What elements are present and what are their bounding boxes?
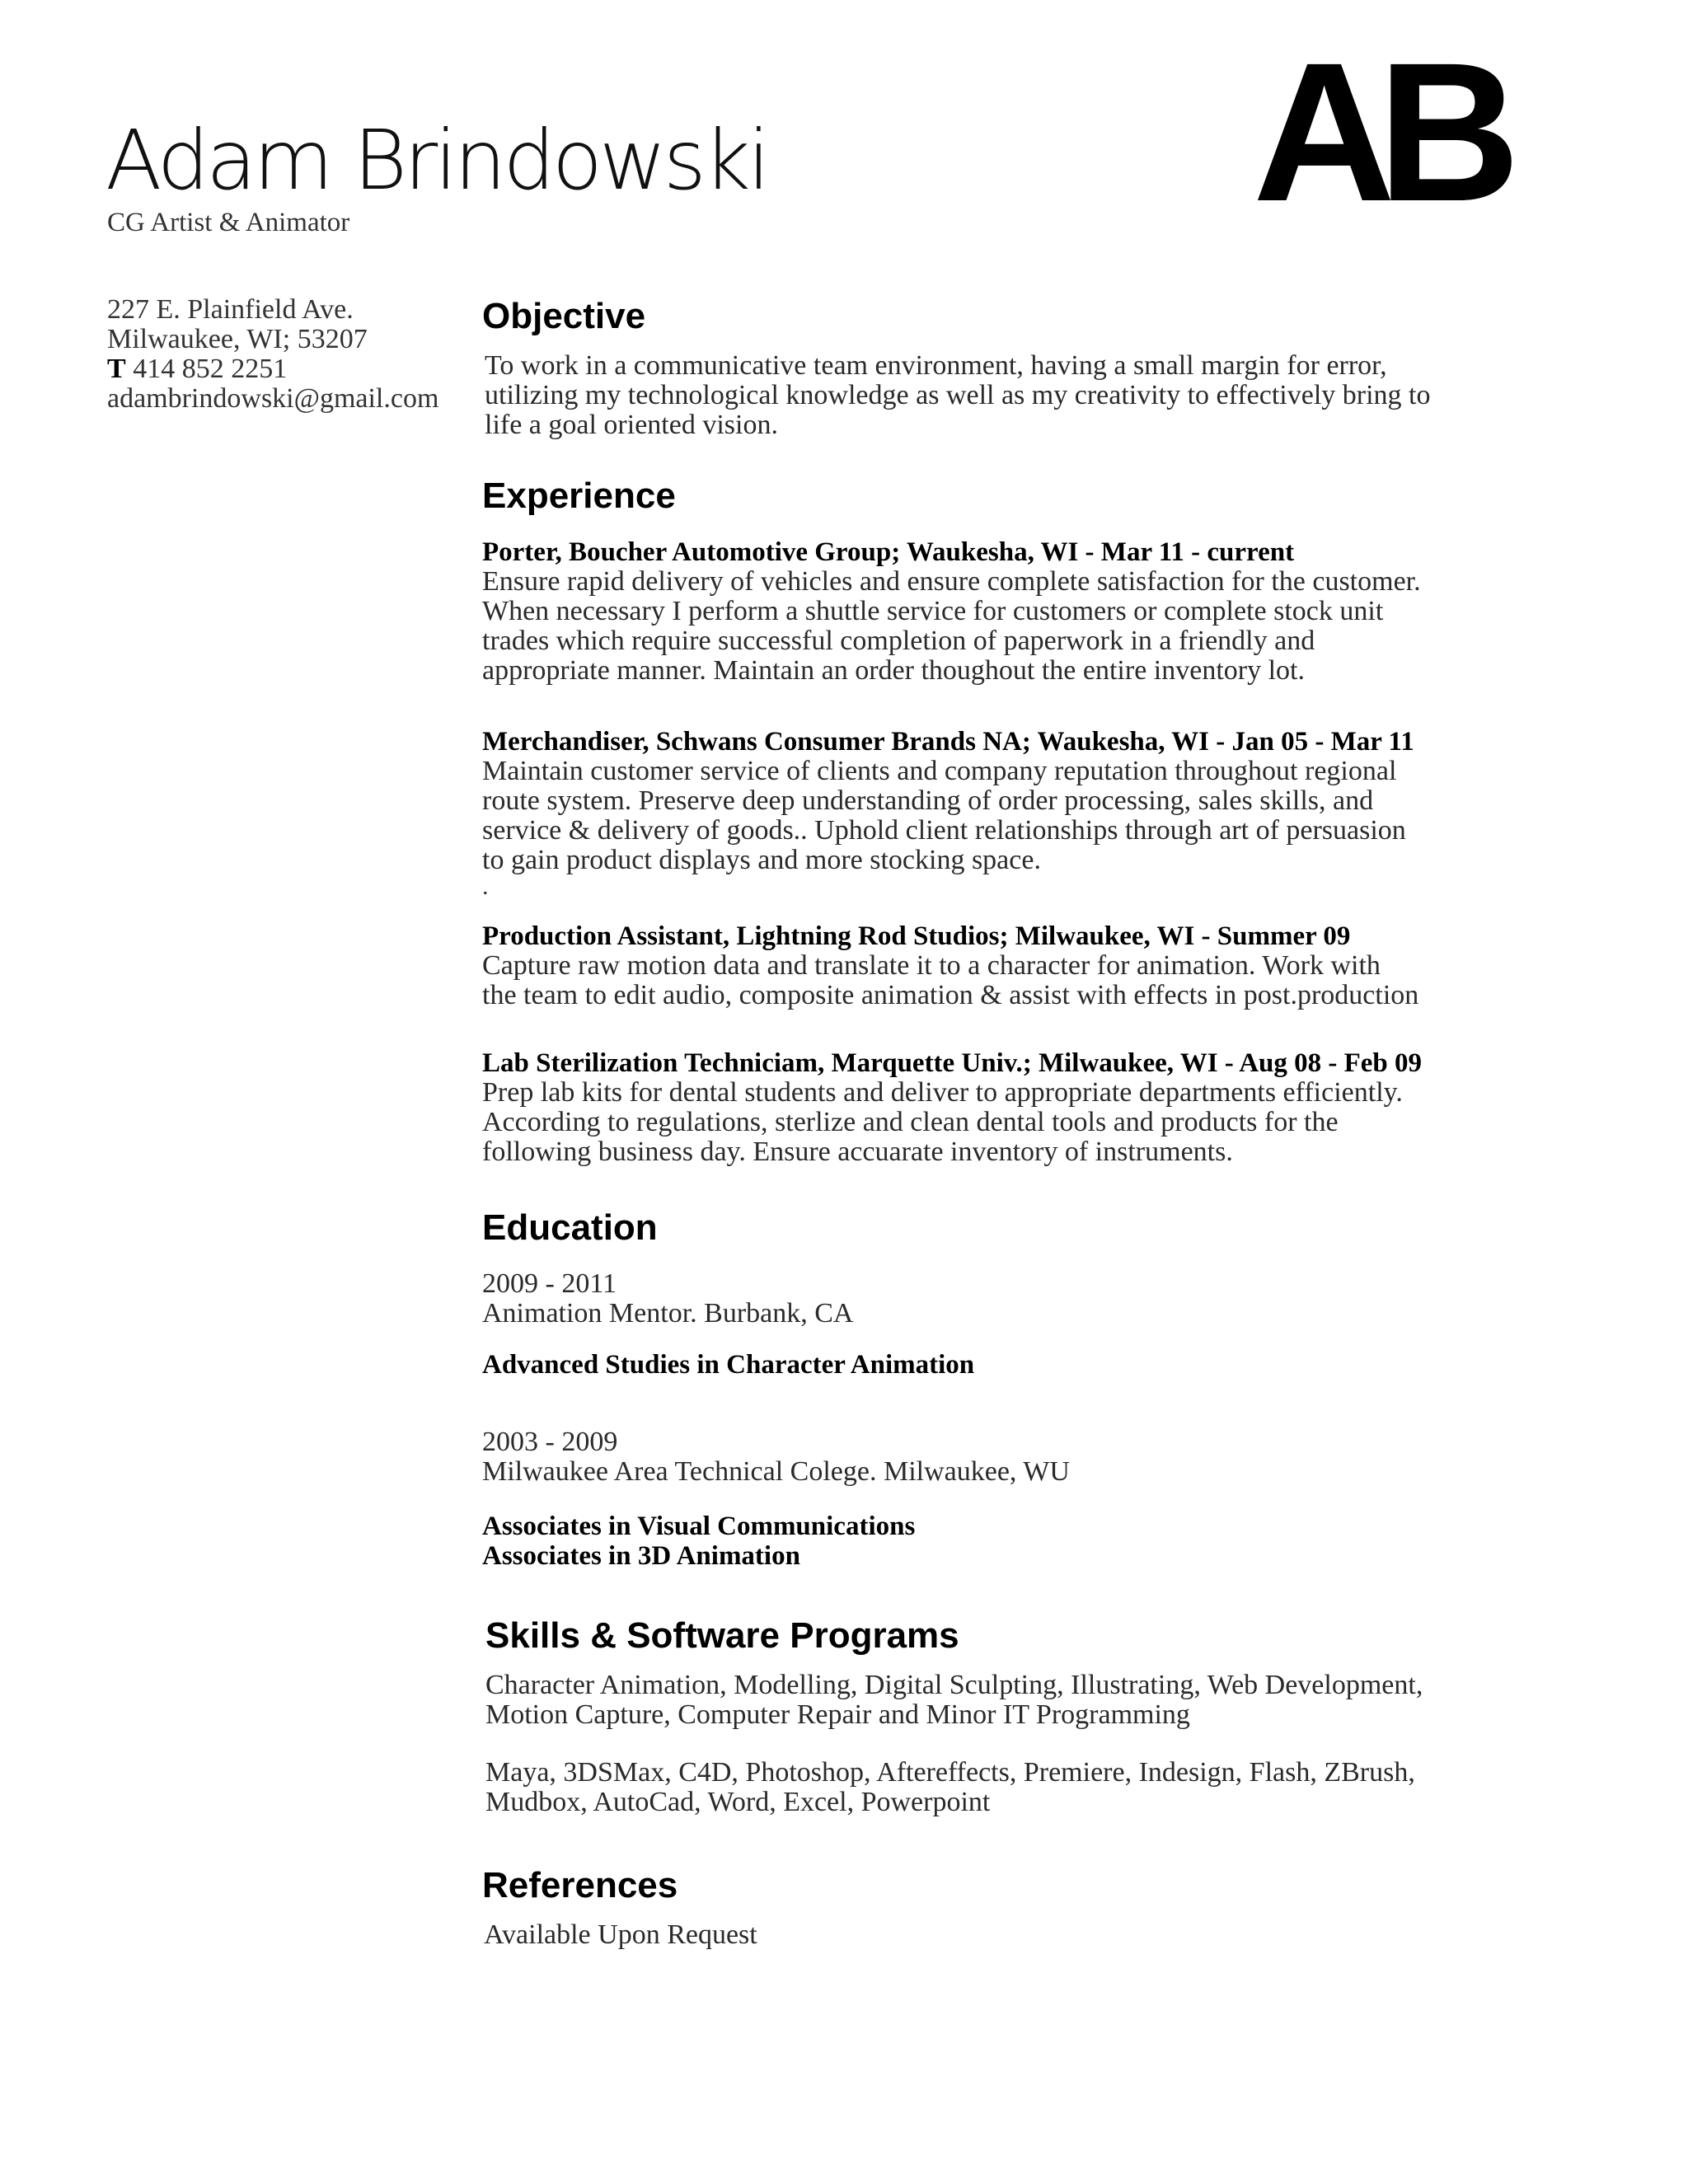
- job-title: Porter, Boucher Automotive Group; Waukesha, WI - Mar 11 - current: [482, 537, 1295, 567]
- contact-street: 227 E. Plainfield Ave.: [107, 294, 354, 325]
- objective-line: utilizing my technological knowledge as well as my creativity to effectively bring to: [485, 380, 1431, 410]
- education-degree: Advanced Studies in Character Animation: [482, 1350, 975, 1380]
- job-line: appropriate manner. Maintain an order thoughout the entire inventory lot.: [482, 655, 1305, 686]
- job-line: to gain product displays and more stocking space.: [482, 845, 1041, 875]
- monogram-logo: AB: [1253, 21, 1503, 242]
- contact-block: [107, 295, 470, 414]
- education-degree: Associates in Visual Communications: [482, 1511, 916, 1541]
- phone-number: 414 852 2251: [125, 354, 288, 384]
- job-trailer: .: [482, 873, 489, 900]
- education-years: 2003 - 2009: [482, 1427, 618, 1457]
- contact-phone: [107, 354, 470, 384]
- objective-title: Objective: [482, 296, 646, 336]
- skills-line: Motion Capture, Computer Repair and Minor IT Programming: [485, 1699, 1190, 1730]
- objective-line: To work in a communicative team environment, having a small margin for error,: [485, 350, 1387, 381]
- experience-title: Experience: [482, 476, 676, 516]
- education-degree: Associates in 3D Animation: [482, 1541, 800, 1571]
- job-line: the team to edit audio, composite animation & assist with effects in post.production: [482, 980, 1419, 1010]
- software-line: Maya, 3DSMax, C4D, Photoshop, Aftereffects, Premiere, Indesign, Flash, ZBrush,: [485, 1757, 1415, 1788]
- job-title: Merchandiser, Schwans Consumer Brands NA; Waukesha, WI - Jan 05 - Mar 11: [482, 727, 1414, 757]
- job-line: Maintain customer service of clients and company reputation throughout regional: [482, 756, 1397, 786]
- education-school: Milwaukee Area Technical Colege. Milwaukee, WU: [482, 1456, 1070, 1487]
- job-entry: [482, 727, 1496, 898]
- job-line: Capture raw motion data and translate it to a character for animation. Work with: [482, 950, 1381, 981]
- contact-email: adambrindowski@gmail.com: [107, 383, 439, 414]
- job-line: service & delivery of goods.. Uphold client relationships through art of persuasion: [482, 815, 1406, 846]
- job-line: Ensure rapid delivery of vehicles and ensure complete satisfaction for the customer.: [482, 566, 1421, 597]
- objective-section: [482, 295, 1496, 440]
- skills-section: [485, 1615, 1499, 1817]
- contact-city: Milwaukee, WI; 53207: [107, 324, 368, 354]
- candidate-subtitle: CG Artist & Animator: [107, 208, 350, 237]
- education-section: [482, 1207, 1496, 1248]
- education-years: 2009 - 2011: [482, 1268, 617, 1299]
- job-line: Prep lab kits for dental students and deliver to appropriate departments efficiently.: [482, 1077, 1403, 1108]
- job-line: When necessary I perform a shuttle service for customers or complete stock unit: [482, 596, 1384, 626]
- experience-section: [482, 478, 1496, 514]
- skills-title: Skills & Software Programs: [485, 1615, 959, 1656]
- references-section: [482, 1865, 1496, 1950]
- skills-line: Character Animation, Modelling, Digital Sculpting, Illustrating, Web Development,: [485, 1670, 1423, 1700]
- software-line: Mudbox, AutoCad, Word, Excel, Powerpoint: [485, 1787, 991, 1817]
- job-line: route system. Preserve deep understanding of order processing, sales skills, and: [482, 785, 1374, 816]
- job-entry: [482, 921, 1496, 1010]
- objective-line: life a goal oriented vision.: [485, 410, 778, 440]
- candidate-name: Adam Brindowski: [106, 112, 767, 209]
- references-text: Available Upon Request: [484, 1919, 757, 1950]
- education-title: Education: [482, 1207, 658, 1248]
- phone-label: T: [107, 354, 126, 384]
- education-school: Animation Mentor. Burbank, CA: [482, 1298, 854, 1329]
- education-entry: [482, 1269, 1496, 1380]
- job-entry: [482, 1048, 1496, 1167]
- job-title: Production Assistant, Lightning Rod Studios; Milwaukee, WI - Summer 09: [482, 921, 1351, 951]
- job-line: following business day. Ensure accuarate inventory of instruments.: [482, 1137, 1233, 1167]
- references-title: References: [482, 1865, 678, 1905]
- education-entry: [482, 1427, 1496, 1571]
- job-entry: [482, 537, 1496, 686]
- job-line: trades which require successful completion of paperwork in a friendly and: [482, 626, 1315, 656]
- job-line: According to regulations, sterlize and clean dental tools and products for the: [482, 1107, 1339, 1137]
- job-title: Lab Sterilization Techniciam, Marquette Univ.; Milwaukee, WI - Aug 08 - Feb 09: [482, 1048, 1423, 1078]
